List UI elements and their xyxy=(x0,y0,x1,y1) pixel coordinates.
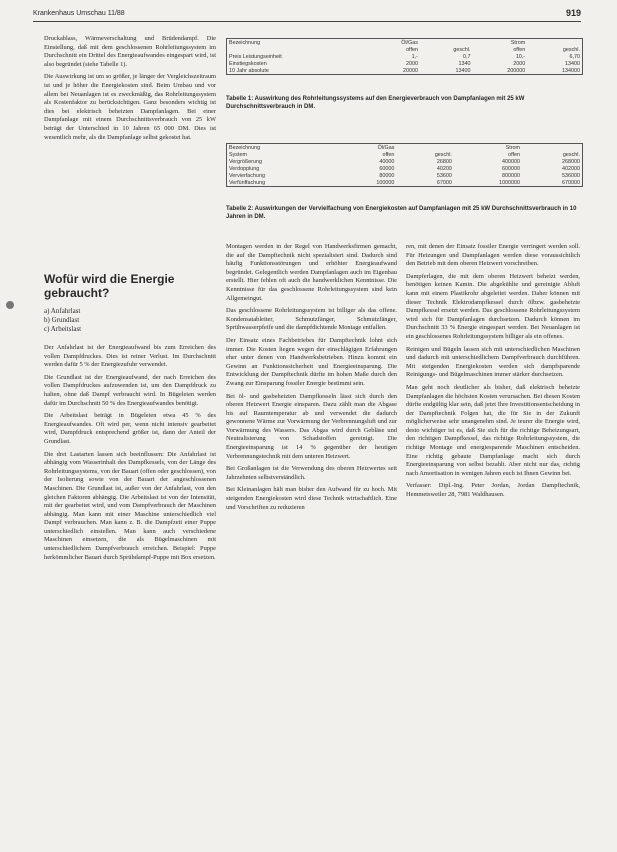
table-cell: offen xyxy=(513,46,526,53)
paragraph: Die drei Lastarten lassen sich beeinflussen: Die Anfahrlast ist abhängig vom Wasserinhalt des Dampfkessels, von der Länge des Rohrleitungssystems, von der Bauart (offen oder geschlossen), von der Isolierung sowie von der Bauart der angeschlossenen Maschinen. Die Grundlast ist, außer von der Anfahrlast, von den gleichen Faktoren abhängig. Die Arbeitslast ist von der Intensität, mit der gearbeitet wird, und vom Dampfverbrauch der Maschinen abhängig. Man kann mit einer Maschine unterschiedlich viel Dampf verbrauchen. Man kann z. B. die Dampfzeit einer Puppe unterschiedlich einstellen. Man kann auch verschiedene Maschinen einsetzen, die als Bügelmaschinen mit unterschiedlichem Dampfverbrauch erreichen. Beispiel: Puppe herkömmlicher Bauart durch Sprühdampf-Puppe mit Box ersetzen. xyxy=(44,450,216,561)
paragraph: ren, mit denen der Einsatz fossiler Energie verringert werden soll. Für Heizungen und Dampfanlagen werden diese voraussichtlich den Betrieb mit dem oberen Heizwert vorschreiben. xyxy=(406,243,580,268)
table-cell: 13400 xyxy=(455,67,471,74)
header-rule xyxy=(33,21,581,22)
table-row xyxy=(227,165,582,172)
table-header-row xyxy=(227,39,582,46)
table-cell: 20000 xyxy=(402,67,418,74)
table-cell: 67000 xyxy=(436,179,452,186)
table-cell: 1,- xyxy=(411,53,418,60)
table-cell: geschl. xyxy=(562,46,580,53)
table-cell: 200000 xyxy=(507,67,526,74)
table-cell: offen xyxy=(508,151,521,158)
paragraph: Montagen werden in der Regel von Handwerksfirmen gemacht, die auf die Dampftechnik nicht spezialisiert sind. Dadurch sind häufig Funktionsstörungen und erhöhter Energieaufwand begründet. Gelegentlich werden Dampfanlagen auch im Eigenbau erstellt. Hier fehlen oft auch die handwerklichen Kenntnisse. Die Kenntnisse für das geschlossene Rohrleitungssystem sind kein Allgemeingut. xyxy=(226,243,397,302)
table-header-cell xyxy=(522,144,582,151)
table-row xyxy=(227,60,582,67)
table-cell: 80000 xyxy=(379,172,395,179)
table-header-cell: Bezeichnung xyxy=(229,144,261,151)
paragraph: Der Anfahrlast ist der Energieaufwand bis zum Erreichen des vollen Dampfdruckes. Dies ist reiner Verlust. Im Durchschnitt werden dafür 5 % der Energiezufuhr verwendet. xyxy=(44,344,216,369)
journal-title: Krankenhaus Umschau 11/88 xyxy=(33,10,125,17)
table-cell: 6,70 xyxy=(569,53,580,60)
table-cell: Verfünffachung xyxy=(229,179,266,186)
paragraph: Dampferlagen, die mit dem oberen Heizwert beheizt werden, benötigen keinen Kamin. Die abgekühlte und gereinigte Abluft kann mit einem Plastikrohr abgeleitet werden. Daher können mit dieser Technik Elektrodampfkessel durch ölbzw. gasbeheizte Dampfkessel ersetzt werden. Das geschlossene Rohrleitungssystem wird sich für Dampfanlagen durchsetzen. Dadurch können im Durchschnitt 33 % Energie eingespart werden. Bei Neuanlagen ist ein geschlossenes Rohrleitungssystem billiger als ein offenes. xyxy=(406,272,580,340)
right-column xyxy=(406,243,580,504)
table-cell: 268000 xyxy=(562,158,580,165)
table-cell: Verdopplung xyxy=(229,165,260,172)
table-cell: Vergrößerung xyxy=(229,158,262,165)
list-item: a) Anfahrlast xyxy=(44,307,81,315)
section-heading: Wofür wird die Energie gebraucht? xyxy=(44,272,175,300)
table-cell: System xyxy=(229,151,247,158)
binder-hole-mark xyxy=(6,301,14,309)
table-cell: Preis Leistungseinheit xyxy=(229,53,282,60)
table-row xyxy=(227,67,582,74)
table-cell: 134000 xyxy=(562,67,580,74)
table-cell: Vervierfachung xyxy=(229,172,265,179)
paragraph: Das geschlossene Rohrleitungssystem ist billiger als das offene. Kondensatableiter, Schmutzfänger, Schmutzfänger, Sprühwasserpfeife und die dampfdichtende Montage entfallen. xyxy=(226,307,397,332)
table-cell: 1340 xyxy=(458,60,471,67)
table-1-caption: Tabelle 1: Auswirkung des Rohrleitungssystems auf den Energieverbrauch von Dampfanlagen mit 25 kW Durchschnittsverbrauch in DM. xyxy=(226,96,525,110)
paragraph: Der Einsatz eines Fachbetriebes für Dampftechnik lohnt sich immer. Die Kosten liegen wegen der einschlägigen Erfahrungen eher unter denen von Handwerksbetrieben. Hinzu kommt ein Gewinn an Funktionssicherheit und Energieeinsparung. Die Entwicklung der Dampftechnik dürfte im hohen Maße durch den Zwang zur Einsparung fossiler Energie bestimmt sein. xyxy=(226,336,397,387)
table-subheader-row xyxy=(227,46,582,53)
paragraph: Druckablass, Wärmeverschaltung und Brüdendampf. Die Einstellung, daß mit dem geschlossenen Rohrleitungssystem im Durchschnitt ein Drittel des Energieaufwandes eingespart wird, ist also begründet (siehe Tabelle 1). xyxy=(44,35,216,68)
table-cell: 0,7 xyxy=(462,53,471,60)
table-cell: 600000 xyxy=(502,165,521,172)
section-list xyxy=(44,307,216,334)
table-cell: geschl. xyxy=(453,46,471,53)
left-column-top xyxy=(44,35,216,146)
table-header-row xyxy=(227,144,582,151)
table-cell: 10,- xyxy=(515,53,526,60)
table-cell: 40200 xyxy=(436,165,452,172)
table-2-caption: Tabelle 2: Auswirkungen der Vervielfachung von Energiekosten auf Dampfanlagen mit 25 kW Durchschnittsverbrauch in 10 Jahren in DM. xyxy=(226,206,577,220)
table-1 xyxy=(226,38,583,75)
middle-column xyxy=(226,243,397,516)
paragraph: Die Auswirkung ist um so größer, je länger der Vergleichszeitraum ist und je höher die Energiekosten sind. Beim Umbau und vor allem bei Neuanlagen ist es zweckmäßig, das Rohrleitungssystem als Kostenfaktor zu berücksichtigen. Ganz besonders wichtig ist dies bei elektrisch beheizten Dampfanlagen. Bei einer Dampfanlage mit einem Durchschnittsverbrauch von 25 kW beträgt der Unterschied in 10 Jahren 65 000 DM. Dies ist wesentlich mehr, als die Dampfanlage selbst gekostet hat. xyxy=(44,73,216,141)
table-subheader-row xyxy=(227,151,582,158)
paragraph: Reinigen und Bügeln lassen sich mit unterschiedlichen Maschinen und dadurch mit unterschiedlichem Dampfverbrauch durchführen. Mit steigenden Energiekosten werden sich dampfsparende Reinigungs- und Bügelmaschinen immer stärker durchsetzen. xyxy=(406,345,580,379)
table-cell: 2000 xyxy=(405,60,418,67)
paragraph: Bei öl- und gasbeheizten Dampfkesseln lässt sich durch den oberen Heizwert Energie einsparen. Dazu zählt man die Abgase bis auf Raumtemperatur ab und verwendet die dadurch gewonnene Wärme zur Vorwärmung der Verbrennungsluft und zur Vorwärmung des Wassers. Das Abgas wird durch Gebläse und Neutralisierung von Schadstoffen gereinigt. Die Energieeinsparung ist 14 % gegenüber der heutigen Verbrennungstechnik mit dem unteren Heizwert. xyxy=(226,392,397,460)
table-cell: geschl. xyxy=(562,151,580,158)
table-row xyxy=(227,53,582,60)
table-row xyxy=(227,158,582,165)
list-item: b) Grundlast xyxy=(44,316,80,324)
table-cell: 670000 xyxy=(562,179,580,186)
table-cell: offen xyxy=(406,46,418,53)
paragraph: Bei Großanlagen ist die Verwendung des oberen Heizwertes seit Jahrzehnten selbstverständlich. xyxy=(226,465,397,481)
table-header-cell xyxy=(527,39,582,46)
table-cell: 13400 xyxy=(565,60,580,67)
table-cell: 1000000 xyxy=(499,179,521,186)
table-cell: 2000 xyxy=(513,60,526,67)
table-row xyxy=(227,172,582,179)
table-cell: 402000 xyxy=(562,165,580,172)
table-header-cell xyxy=(420,39,473,46)
table-cell: 536000 xyxy=(562,172,580,179)
paragraph: Die Arbeitslast beträgt in Bügeleien etwa 45 % des Energieaufwandes. Oft wird per, wenn nicht intensiv gearbeitet wird, Dampfdruck entsprechend größer ist, dann der Anteil der Grundlast. xyxy=(44,412,216,445)
table-cell: 400000 xyxy=(502,158,521,165)
list-item: c) Arbeitslast xyxy=(44,325,82,333)
paragraph: Bei Kleinanlagen hält man bisher den Aufwand für zu hoch. Mit steigenden Energiekosten wird diese Technik wirtschaftlich. Eine und Vorschriften zu reduzieren xyxy=(226,486,397,511)
paragraph: Man geht noch deutlicher als bisher, daß elektrisch beheizte Dampfanlagen die höchsten Kosten verursachen. Bei diesen Kosten dürfte endgültig klar sein, daß jetzt Ihre Investitionsentscheidung in der Dampftechnik Folgen hat, die für Sie in der Zukunft möglicherweise sehr unangenehm sind. Je teurer die Energie wird, desto wichtiger ist es, daß Sie sich für die richtige Beheizungsart, den richtigen Dampfkessel, das richtige Rohrleitungssystem, die richtige Montage und energiesparende Maschinen entscheiden. Eine richtig gebaute Dampfanlage macht sich durch Energieeinsparung von selbst bezahlt. Aber nicht nur das, richtig nach Amortisation in wenigen Jahren euch ist Ihnen Gewinn bei. xyxy=(406,383,580,477)
table-header-cell: Strom xyxy=(505,144,521,151)
table-header-cell: Bezeichnung xyxy=(229,39,261,46)
table-header-cell: Öl/Gas xyxy=(401,39,418,46)
table-header-cell: Öl/Gas xyxy=(377,144,395,151)
table-cell: 53600 xyxy=(436,172,452,179)
table-header-cell: Strom xyxy=(510,39,526,46)
table-cell: 40000 xyxy=(379,158,395,165)
table-cell: 10 Jahr absolute xyxy=(229,67,269,74)
table-cell: 26800 xyxy=(436,158,452,165)
table-row xyxy=(227,179,582,186)
table-cell xyxy=(227,46,368,53)
table-cell: geschl. xyxy=(434,151,452,158)
author-note: Verfasser: Dipl.-Ing. Peter Jordan, Jordan Dampftechnik, Hemmetsweiler 28, 7981 Waldhausen. xyxy=(406,482,580,499)
page-header xyxy=(33,8,581,20)
left-column-body xyxy=(44,344,216,566)
table-cell: 60000 xyxy=(379,165,395,172)
table-header-cell xyxy=(396,144,453,151)
page-number: 919 xyxy=(565,8,581,18)
table-2 xyxy=(226,143,583,187)
paragraph: Die Grundlast ist der Energieaufwand, der nach Erreichen des vollen Dampfdruckes aufzuwenden ist, um den Dampfdruck zu halten, ohne daß Dampf verbraucht wird. In Bügeleien werden dafür im Durchschnitt 50 % des Energieaufwandes benötigt. xyxy=(44,373,216,407)
table-cell: 800000 xyxy=(502,172,521,179)
table-cell: offen xyxy=(382,151,395,158)
table-cell: Einstiegskosten xyxy=(229,60,267,67)
table-cell: 100000 xyxy=(376,179,395,186)
